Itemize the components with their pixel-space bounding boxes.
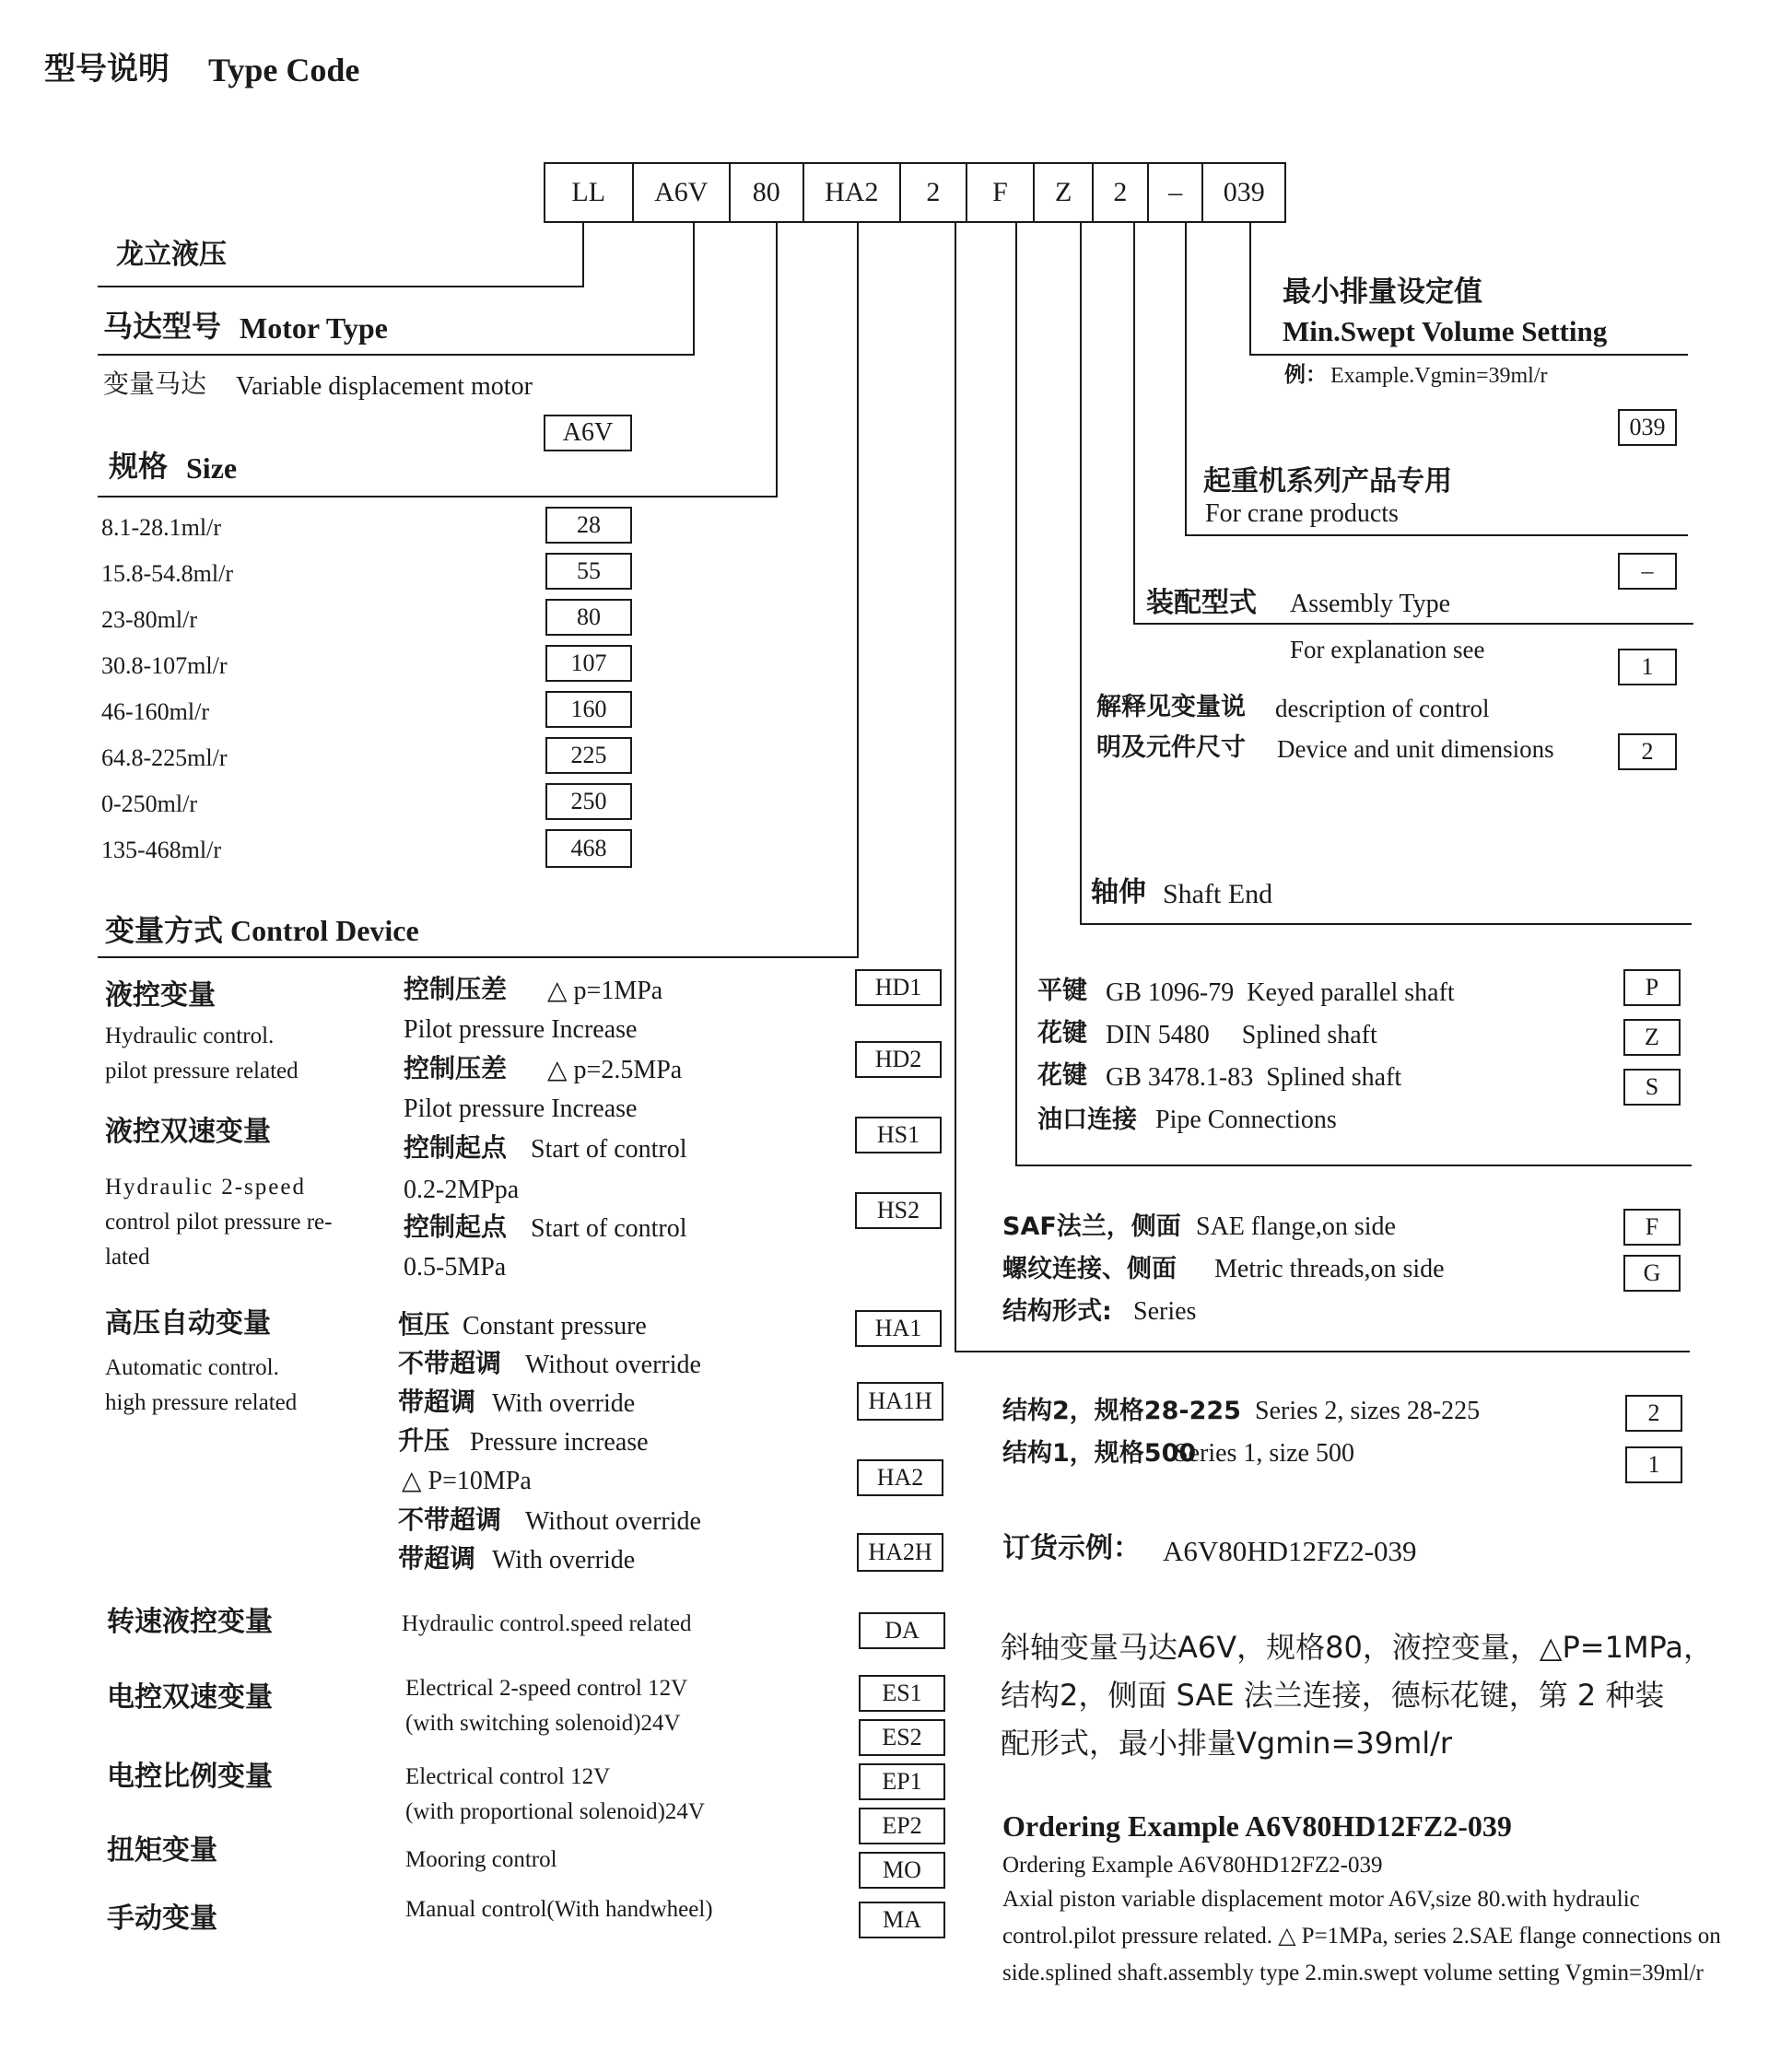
- code-box: 468: [545, 829, 632, 868]
- size-range: 15.8-54.8ml/r: [101, 560, 233, 587]
- order-en-subtitle: Ordering Example A6V80HD12FZ2-039: [1002, 1853, 1383, 1878]
- pipe-heading-en: Pipe Connections: [1155, 1106, 1337, 1134]
- assembly-line-en: Device and unit dimensions: [1277, 735, 1554, 763]
- crane-zh: 起重机系列产品专用: [1203, 465, 1452, 498]
- size-range: 23-80ml/r: [101, 606, 197, 633]
- order-en-paragraph: Axial piston variable displacement motor A6V,size 80.with hydraulic control.pilot pressure related. △ P=1MPa, series 2.SAE flange connections on side.splined shaft.assembly type 2.min.swept volume setting Vgmin=39ml/r: [1002, 1887, 1721, 1985]
- code-cell: HA2: [804, 164, 901, 221]
- code-cell: 039: [1223, 177, 1265, 207]
- option-en: △ p=1MPa: [547, 977, 663, 1005]
- code-box: 250: [545, 783, 632, 820]
- code-box: HS2: [855, 1192, 942, 1229]
- rule: [955, 1351, 1690, 1352]
- code-box: –: [1618, 553, 1677, 590]
- series-heading-en: Series: [1133, 1297, 1197, 1326]
- control-group-en: lated: [105, 1245, 150, 1270]
- option-en: Pressure increase: [470, 1428, 649, 1457]
- code-cell: 2: [901, 164, 967, 221]
- code-box: MA: [859, 1902, 945, 1938]
- order-zh-line: 斜轴变量马达A6V，规格80，液控变量，△P=1MPa，: [1001, 1630, 1714, 1665]
- shaft-heading-en: Shaft End: [1163, 879, 1273, 909]
- brand-name: 龙立液压: [116, 239, 227, 271]
- code-box: S: [1623, 1069, 1681, 1106]
- code-box: HA1: [855, 1310, 942, 1347]
- option-zh: 恒压: [398, 1309, 451, 1340]
- option-zh: 控制起点: [404, 1212, 508, 1242]
- motor-type-line-zh: 变量马达: [103, 370, 207, 399]
- code-box: HA2: [857, 1459, 943, 1496]
- code-box: 1: [1618, 649, 1677, 685]
- leader-line: [693, 223, 695, 356]
- code-cell: A6V: [634, 164, 731, 221]
- control-group-zh: 液控变量: [105, 979, 216, 1012]
- control-group-en: Hydraulic control.speed related: [402, 1611, 692, 1636]
- code-box: A6V: [544, 415, 632, 451]
- order-code: A6V80HD12FZ2-039: [1163, 1535, 1417, 1567]
- series-row-en: Series 1, size 500: [1174, 1439, 1354, 1468]
- control-group-en: Electrical control 12V: [405, 1764, 611, 1789]
- size-range: 46-160ml/r: [101, 698, 209, 725]
- control-group-en: (with proportional solenoid)24V: [405, 1799, 705, 1824]
- code-cell: LL: [545, 164, 634, 221]
- order-en-title: Ordering Example A6V80HD12FZ2-039: [1002, 1809, 1512, 1843]
- code-box: 80: [545, 599, 632, 636]
- shaft-row-en: GB 3478.1-83 Splined shaft: [1106, 1063, 1402, 1092]
- control-heading: 变量方式 Control Device: [105, 914, 419, 947]
- series-row-en: Series 2, sizes 28-225: [1255, 1397, 1481, 1425]
- order-zh-line: 配形式，最小排量Vgmin=39ml/r: [1001, 1726, 1453, 1761]
- option-zh: 升压: [398, 1425, 451, 1456]
- code-box: Z: [1623, 1019, 1681, 1056]
- pipe-heading-zh: 油口连接: [1037, 1106, 1137, 1134]
- code-box: EP2: [859, 1808, 945, 1844]
- shaft-row-zh: 平键: [1037, 977, 1087, 1005]
- code-box: 039: [1618, 409, 1677, 446]
- control-group-en: high pressure related: [105, 1390, 298, 1415]
- control-group-en: Automatic control.: [105, 1355, 279, 1380]
- code-box: EP1: [859, 1763, 945, 1800]
- control-group-en: (with switching solenoid)24V: [405, 1711, 681, 1736]
- leader-line: [1249, 223, 1251, 356]
- size-range: 135-468ml/r: [101, 837, 221, 863]
- size-range: 0-250ml/r: [101, 790, 197, 817]
- code-box: HA2H: [857, 1533, 943, 1572]
- order-label-zh: 订货示例：: [1002, 1532, 1141, 1564]
- assembly-line-zh: 解释见变量说: [1096, 693, 1246, 721]
- option-en: With override: [492, 1546, 636, 1574]
- control-group-zh: 转速液控变量: [107, 1606, 273, 1638]
- option-en: Start of control: [531, 1135, 687, 1164]
- assembly-en: Assembly Type: [1290, 590, 1451, 618]
- rule: [1080, 923, 1692, 925]
- code-cell: F: [967, 164, 1036, 221]
- shaft-heading-zh: 轴伸: [1091, 876, 1146, 908]
- series-row-zh: 结构2，规格28-225: [1002, 1397, 1241, 1425]
- code-box: HD1: [855, 969, 942, 1006]
- min-swept-example-zh: 例：: [1284, 363, 1327, 387]
- series-heading-zh: 结构形式:: [1002, 1297, 1112, 1326]
- option-en: Without override: [525, 1507, 701, 1536]
- control-group-en: Manual control(With handwheel): [405, 1897, 713, 1922]
- code-cell: –: [1149, 164, 1204, 221]
- code-box: 225: [545, 737, 632, 774]
- control-group-zh: 液控双速变量: [105, 1116, 271, 1148]
- crane-en: For crane products: [1205, 499, 1399, 528]
- code-box: 160: [545, 691, 632, 728]
- pipe-row-zh: SAF法兰，侧面: [1002, 1212, 1181, 1241]
- code-box: ES2: [859, 1719, 945, 1756]
- leader-line: [857, 223, 859, 958]
- motor-type-heading-en: Motor Type: [240, 311, 388, 345]
- option-zh: 控制压差: [404, 1053, 508, 1083]
- code-box: P: [1623, 969, 1681, 1006]
- code-box: HD2: [855, 1041, 942, 1078]
- rule: [1133, 623, 1693, 625]
- option-en: △ P=10MPa: [402, 1467, 532, 1495]
- leader-line: [1015, 223, 1017, 1166]
- motor-type-heading-zh: 马达型号: [103, 309, 222, 344]
- option-zh: 带超调: [398, 1543, 476, 1574]
- option-zh: 控制压差: [404, 974, 508, 1004]
- option-en: With override: [492, 1389, 636, 1418]
- min-swept-en: Min.Swept Volume Setting: [1283, 315, 1608, 347]
- code-cell: 2: [1094, 164, 1149, 221]
- code-cell: 80: [731, 164, 804, 221]
- min-swept-zh: 最小排量设定值: [1283, 275, 1482, 309]
- option-zh: 带超调: [398, 1387, 476, 1417]
- option-en: Start of control: [531, 1214, 687, 1243]
- size-range: 64.8-225ml/r: [101, 744, 228, 771]
- leader-line: [582, 223, 584, 287]
- order-zh-line: 结构2，侧面 SAE 法兰连接，德标花键，第 2 种装: [1001, 1678, 1665, 1713]
- motor-type-line-en: Variable displacement motor: [236, 372, 533, 401]
- code-box: 107: [545, 645, 632, 682]
- leader-line: [776, 223, 778, 498]
- code-box: G: [1623, 1255, 1681, 1292]
- option-en: Constant pressure: [463, 1312, 647, 1340]
- rule: [1249, 354, 1688, 356]
- code-box: 28: [545, 507, 632, 544]
- code-box: ES1: [859, 1675, 945, 1712]
- shaft-row-en: DIN 5480 Splined shaft: [1106, 1021, 1377, 1049]
- code-box: 55: [545, 553, 632, 590]
- rule: [98, 956, 859, 958]
- control-group-en: control pilot pressure re-: [105, 1210, 333, 1235]
- control-group-en: Electrical 2-speed control 12V: [405, 1676, 688, 1701]
- leader-line: [955, 223, 956, 1352]
- control-group-en: pilot pressure related: [105, 1059, 299, 1083]
- option-en: Without override: [525, 1351, 701, 1379]
- assembly-line-zh: 明及元件尺寸: [1096, 733, 1246, 762]
- control-group-zh: 电控比例变量: [107, 1761, 273, 1793]
- leader-line: [1080, 223, 1082, 925]
- option-en: 0.5-5MPa: [404, 1253, 507, 1282]
- control-group-zh: 高压自动变量: [105, 1307, 271, 1340]
- control-group-en: Mooring control: [405, 1847, 557, 1872]
- option-en: 0.2-2MPpa: [404, 1176, 520, 1204]
- option-zh: 不带超调: [398, 1348, 502, 1378]
- title-en: Type Code: [208, 52, 360, 88]
- rule: [98, 496, 778, 498]
- assembly-line-en: description of control: [1275, 695, 1490, 722]
- rule: [98, 354, 695, 356]
- control-group-zh: 手动变量: [107, 1902, 217, 1935]
- code-box: 1: [1625, 1446, 1682, 1483]
- rule: [1015, 1165, 1692, 1166]
- option-en: △ p=2.5MPa: [547, 1056, 683, 1084]
- code-box: HA1H: [857, 1382, 943, 1421]
- code-box: MO: [859, 1852, 945, 1889]
- option-en: Pilot pressure Increase: [404, 1015, 638, 1044]
- shaft-row-en: GB 1096-79 Keyed parallel shaft: [1106, 978, 1455, 1007]
- pipe-row-en: SAE flange,on side: [1196, 1212, 1396, 1241]
- assembly-line: For explanation see: [1290, 636, 1485, 663]
- code-box: DA: [859, 1612, 945, 1649]
- code-box: 2: [1625, 1395, 1682, 1432]
- series-row-zh: 结构1，规格500: [1002, 1439, 1197, 1468]
- control-group-en: Hydraulic 2-speed: [105, 1175, 306, 1200]
- type-code-row: [544, 162, 1286, 223]
- shaft-row-zh: 花键: [1037, 1061, 1087, 1090]
- control-group-zh: 扭矩变量: [107, 1834, 217, 1867]
- code-box: HS1: [855, 1117, 942, 1153]
- rule: [1185, 534, 1688, 536]
- size-range: 30.8-107ml/r: [101, 652, 228, 679]
- leader-line: [1133, 223, 1135, 625]
- title-zh: 型号说明: [44, 51, 170, 88]
- control-group-zh: 电控双速变量: [107, 1681, 273, 1714]
- pipe-row-zh: 螺纹连接、侧面: [1002, 1255, 1177, 1283]
- code-box: F: [1623, 1209, 1681, 1246]
- control-group-en: Hydraulic control.: [105, 1024, 275, 1048]
- size-range: 8.1-28.1ml/r: [101, 514, 221, 541]
- rule: [98, 286, 584, 287]
- option-en: Pilot pressure Increase: [404, 1095, 638, 1123]
- assembly-zh: 装配型式: [1146, 587, 1257, 619]
- code-box: 2: [1618, 733, 1677, 770]
- min-swept-example-en: Example.Vgmin=39ml/r: [1330, 364, 1548, 388]
- leader-line: [1185, 223, 1187, 536]
- shaft-row-zh: 花键: [1037, 1019, 1087, 1048]
- option-zh: 不带超调: [398, 1504, 502, 1535]
- option-zh: 控制起点: [404, 1132, 508, 1163]
- size-heading-en: Size: [186, 451, 238, 485]
- code-cell: Z: [1035, 164, 1094, 221]
- pipe-row-en: Metric threads,on side: [1214, 1255, 1445, 1283]
- size-heading-zh: 规格: [109, 449, 169, 484]
